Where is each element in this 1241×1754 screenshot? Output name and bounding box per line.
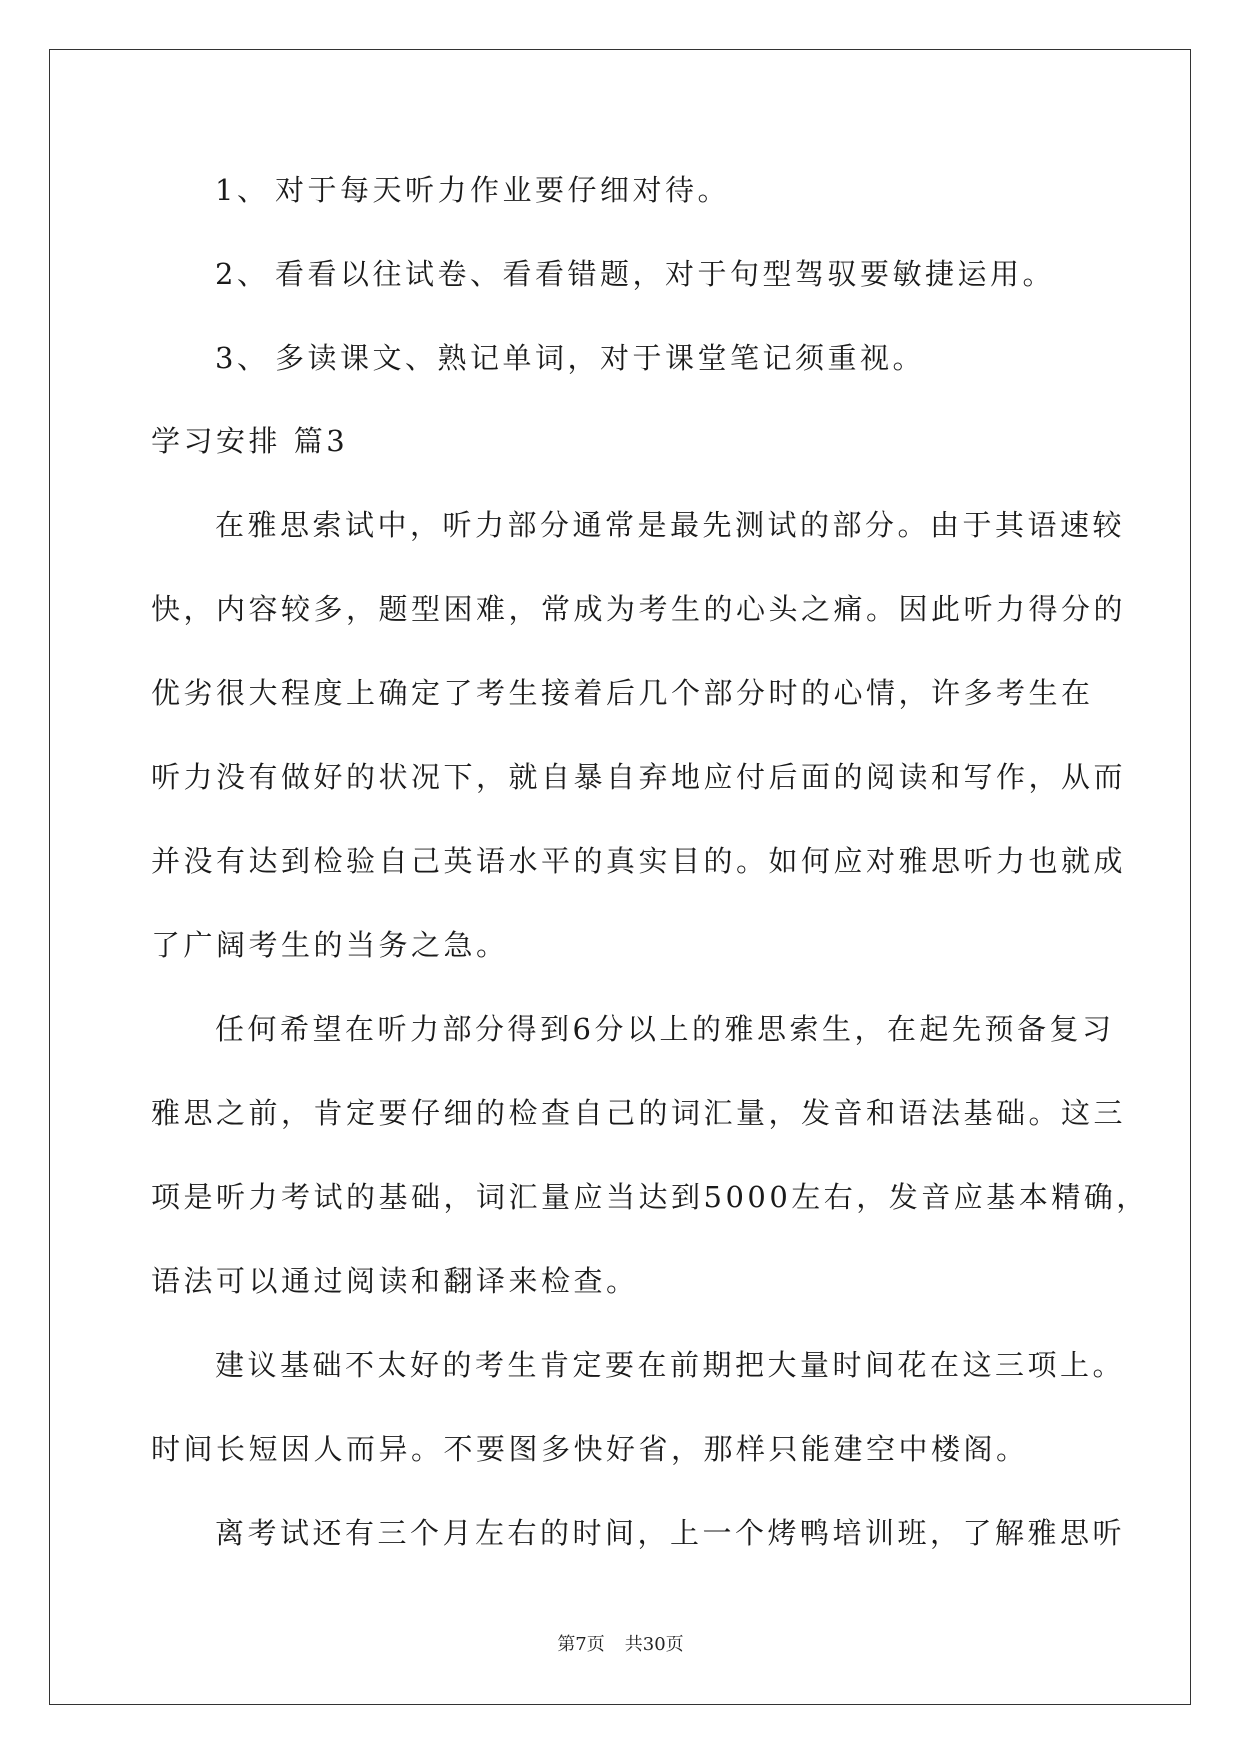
list-item-number: 2、: [215, 257, 270, 291]
paragraph-1-line-6: 了广阔考生的当务之急。: [151, 928, 509, 962]
paragraph-1-line-5: 并没有达到检验自己英语水平的真实目的。如何应对雅思听力也就成: [151, 844, 1127, 878]
list-item-text: 多读课文、熟记单词，对于课堂笔记须重视。: [275, 341, 926, 375]
section-heading: 学习安排 篇3: [151, 424, 349, 458]
paragraph-2-line-1: 任何希望在听力部分得到6分以上的雅思索生，在起先预备复习: [215, 1012, 1115, 1046]
paragraph-2-line-3: 项是听力考试的基础，词汇量应当达到5000左右，发音应基本精确，: [151, 1180, 1149, 1214]
page-total: 共30页: [624, 1634, 684, 1655]
page-footer: [0, 1633, 1241, 1657]
list-item-1: [215, 170, 730, 210]
list-item-text: 看看以往试卷、看看错题，对于句型驾驭要敏捷运用。: [275, 257, 1056, 291]
paragraph-1-line-1: 在雅思索试中，听力部分通常是最先测试的部分。由于其语速较: [215, 508, 1126, 542]
paragraph-1-line-2: 快，内容较多，题型困难，常成为考生的心头之痛。因此听力得分的: [151, 592, 1127, 626]
paragraph-3-line-1: 建议基础不太好的考生肯定要在前期把大量时间花在这三项上。: [215, 1348, 1126, 1382]
list-item-text: 对于每天听力作业要仔细对待。: [275, 173, 731, 207]
list-item-3: [215, 338, 925, 378]
paragraph-1-line-3: 优劣很大程度上确定了考生接着后几个部分时的心情，许多考生在: [151, 676, 1094, 710]
list-item-number: 3、: [215, 341, 270, 375]
paragraph-4-line-1: 离考试还有三个月左右的时间，上一个烤鸭培训班，了解雅思听: [215, 1516, 1126, 1550]
paragraph-2-line-2: 雅思之前，肯定要仔细的检查自己的词汇量，发音和语法基础。这三: [151, 1096, 1127, 1130]
paragraph-3-line-2: 时间长短因人而异。不要图多快好省，那样只能建空中楼阁。: [151, 1432, 1029, 1466]
list-item-number: 1、: [215, 173, 270, 207]
list-item-2: [215, 254, 1055, 294]
paragraph-1-line-4: 听力没有做好的状况下，就自暴自弃地应付后面的阅读和写作，从而: [151, 760, 1127, 794]
paragraph-2-line-4: 语法可以通过阅读和翻译来检查。: [151, 1264, 639, 1298]
page-number: 第7页: [557, 1634, 605, 1655]
